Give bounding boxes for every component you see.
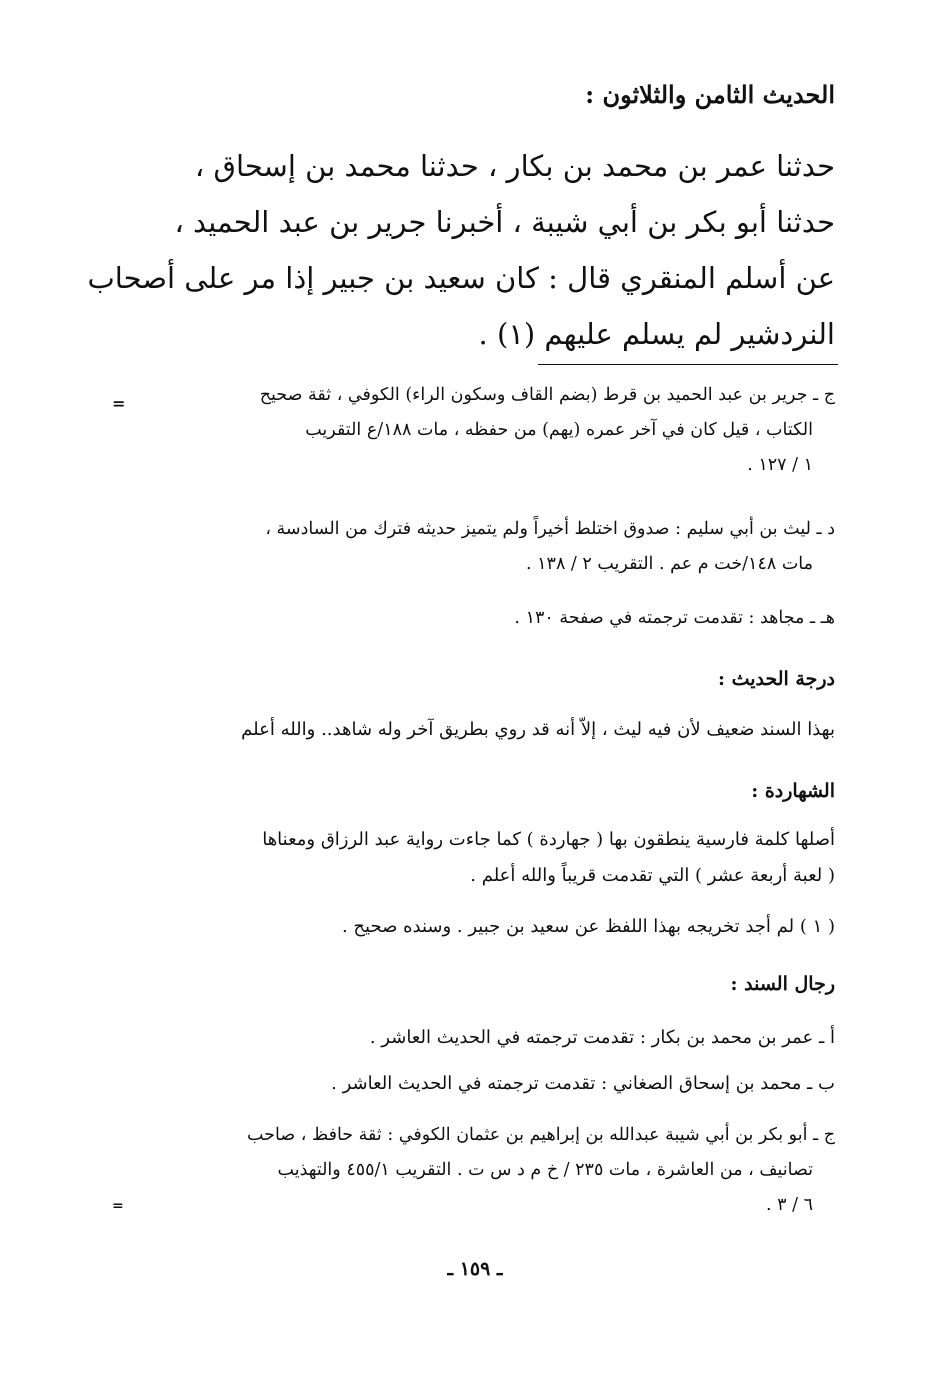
- note-line: ١ / ١٢٧ .: [747, 455, 813, 475]
- narrator-b: ب ـ محمد بن إسحاق الصغاني : تقدمت ترجمته في الحديث العاشر .: [331, 1073, 835, 1094]
- page-number: ـ ١٥٩ ـ: [447, 1258, 503, 1280]
- note-line: هـ ـ مجاهد : تقدمت ترجمته في صفحة ١٣٠ .: [514, 608, 835, 628]
- note-line: مات ١٤٨/خت م عم . التقريب ٢ / ١٣٨ .: [526, 554, 813, 574]
- narrator-c: [247, 1118, 835, 1223]
- continuation-mark: =: [112, 394, 126, 413]
- narrator-a: أ ـ عمر بن محمد بن بكار : تقدمت ترجمته في الحديث العاشر .: [369, 1027, 835, 1048]
- narrator-line: ج ـ أبو بكر بن أبي شيبة عبدالله بن إبراهيم بن عثمان الكوفي : ثقة حافظ ، صاحب: [247, 1125, 835, 1145]
- shahar-heading: الشهاردة :: [751, 780, 835, 802]
- bottom-continuation-mark: =: [112, 1198, 124, 1214]
- narrator-line: تصانيف ، من العاشرة ، مات ٢٣٥ / خ م د س ت . التقريب ٤٥٥/١ والتهذيب: [277, 1160, 813, 1180]
- shahar-line: أصلها كلمة فارسية ينطقون بها ( جهاردة ) كما جاءت رواية عبد الرزاق ومعناها: [262, 829, 835, 850]
- shahar-text: [262, 822, 835, 894]
- grade-heading: درجة الحديث :: [717, 668, 835, 690]
- hadith-text: [87, 138, 835, 362]
- hadith-line: حدثنا أبو بكر بن أبي شيبة ، أخبرنا جرير بن عبد الحميد ،: [174, 205, 835, 239]
- note-jarir: [260, 378, 835, 483]
- grade-text: بهذا السند ضعيف لأن فيه ليث ، إلاّ أنه قد روي بطريق آخر وله شاهد.. والله أعلم: [241, 719, 835, 740]
- hadith-line: حدثنا عمر بن محمد بن بكار ، حدثنا محمد بن إسحاق ،: [194, 149, 835, 183]
- note-mujahid: [514, 601, 835, 636]
- footnote-separator: [538, 364, 838, 365]
- note-line: د ـ ليث بن أبي سليم : صدوق اختلط أخيراً ولم يتميز حديثه فترك من السادسة ،: [265, 519, 835, 539]
- footnote-1: ( ١ ) لم أجد تخريجه بهذا اللفظ عن سعيد بن جبير . وسنده صحيح .: [341, 916, 835, 937]
- note-line: ج ـ جرير بن عبد الحميد بن قرط (بضم القاف وسكون الراء) الكوفي ، ثقة صحيح: [259, 385, 835, 405]
- hadith-title: الحديث الثامن والثلاثون :: [585, 80, 835, 109]
- hadith-line: عن أسلم المنقري قال : كان سعيد بن جبير إذا مر على أصحاب: [87, 261, 835, 295]
- note-layth: [265, 512, 835, 582]
- note-line: الكتاب ، قيل كان في آخر عمره (يهم) من حفظه ، مات ١٨٨/ع التقريب: [305, 420, 813, 440]
- hadith-line: النردشير لم يسلم عليهم (١) .: [478, 317, 835, 351]
- narrators-heading: رجال السند :: [730, 973, 835, 995]
- shahar-line: ( لعبة أربعة عشر ) التي تقدمت قريباً والله أعلم .: [470, 865, 835, 886]
- narrator-line: ٦ / ٣ .: [766, 1195, 813, 1215]
